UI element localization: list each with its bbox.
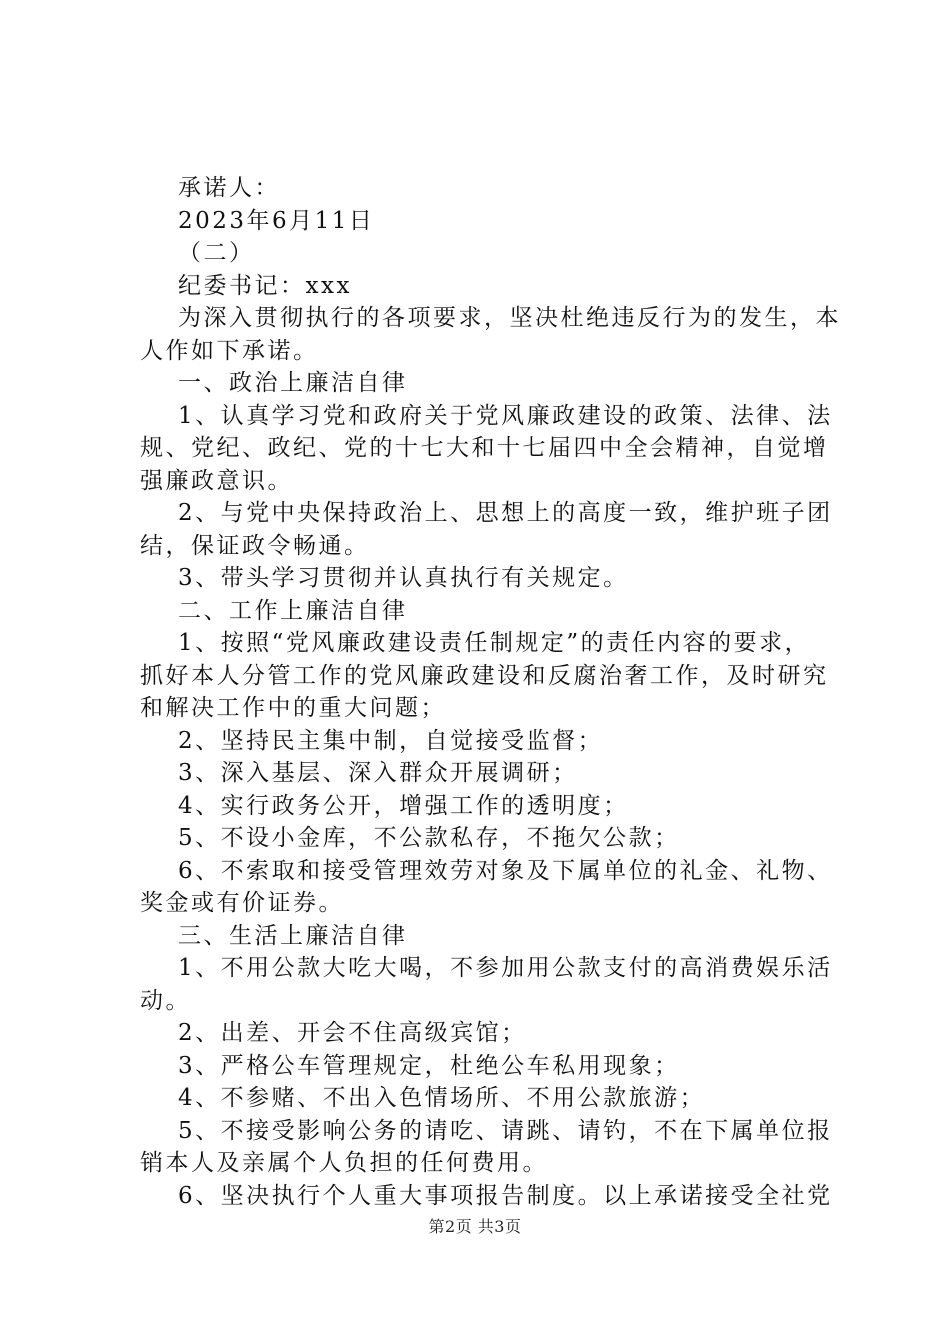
text-line: 强廉政意识。 — [140, 467, 293, 494]
text-line: 1、不用公款大吃大喝，不参加用公款支付的高消费娱乐活 — [178, 955, 833, 981]
text-line: 5、不设小金库，不公款私存，不拖欠公款； — [178, 825, 680, 851]
text-line: 人作如下承诺。 — [140, 337, 319, 364]
text-line: 5、不接受影响公务的请吃、请跳、请钓，不在下属单位报 — [178, 1117, 833, 1144]
text-line: 动。 — [140, 987, 191, 1014]
text-line: 三、生活上廉洁自律 — [178, 922, 408, 949]
text-line: 二、工作上廉洁自律 — [178, 597, 408, 624]
text-line: 3、深入基层、深入群众开展调研； — [178, 760, 578, 786]
page-footer: 第2页 共3页 — [428, 1217, 522, 1236]
text-line: 为深入贯彻执行的各项要求，坚决杜绝违反行为的发生，本 — [178, 305, 841, 331]
text-line: 3、带头学习贯彻并认真执行有关规定。 — [178, 565, 629, 591]
text-line: 奖金或有价证券。 — [140, 890, 344, 916]
text-line: 4、实行政务公开，增强工作的透明度； — [178, 792, 629, 819]
text-line: 抓好本人分管工作的党风廉政建设和反腐治奢工作，及时研究 — [140, 662, 829, 689]
text-line: 2、坚持民主集中制，自觉接受监督； — [178, 727, 604, 754]
text-line: 结，保证政令畅通。 — [140, 532, 370, 559]
text-line: （二） — [178, 240, 255, 266]
text-line: 和解决工作中的重大问题； — [140, 695, 446, 721]
text-line: 销本人及亲属个人负担的任何费用。 — [140, 1150, 548, 1176]
text-line: 4、不参赌、不出入色情场所、不用公款旅游； — [178, 1085, 706, 1111]
text-line: 承诺人： — [178, 175, 280, 201]
text-line: 1、按照“党风廉政建设责任制规定”的责任内容的要求， — [178, 630, 811, 656]
text-line: 3、严格公车管理规定，杜绝公车私用现象； — [178, 1052, 680, 1079]
document-body — [140, 172, 840, 1212]
text-line: 纪委书记：xxx — [178, 272, 352, 299]
text-line: 6、不索取和接受管理效劳对象及下属单位的礼金、礼物、 — [178, 857, 833, 884]
text-line: 一、政治上廉洁自律 — [178, 370, 408, 396]
text-line: 2023年6月11日 — [178, 207, 375, 234]
text-line: 1、认真学习党和政府关于党风廉政建设的政策、法律、法 — [178, 402, 833, 429]
text-line: 2、出差、开会不住高级宾馆； — [178, 1020, 527, 1046]
text-line: 6、坚决执行个人重大事项报告制度。以上承诺接受全社党 — [178, 1182, 833, 1209]
text-line: 规、党纪、政纪、党的十七大和十七届四中全会精神，自觉增 — [140, 435, 829, 461]
text-line: 2、与党中央保持政治上、思想上的高度一致，维护班子团 — [178, 500, 833, 526]
